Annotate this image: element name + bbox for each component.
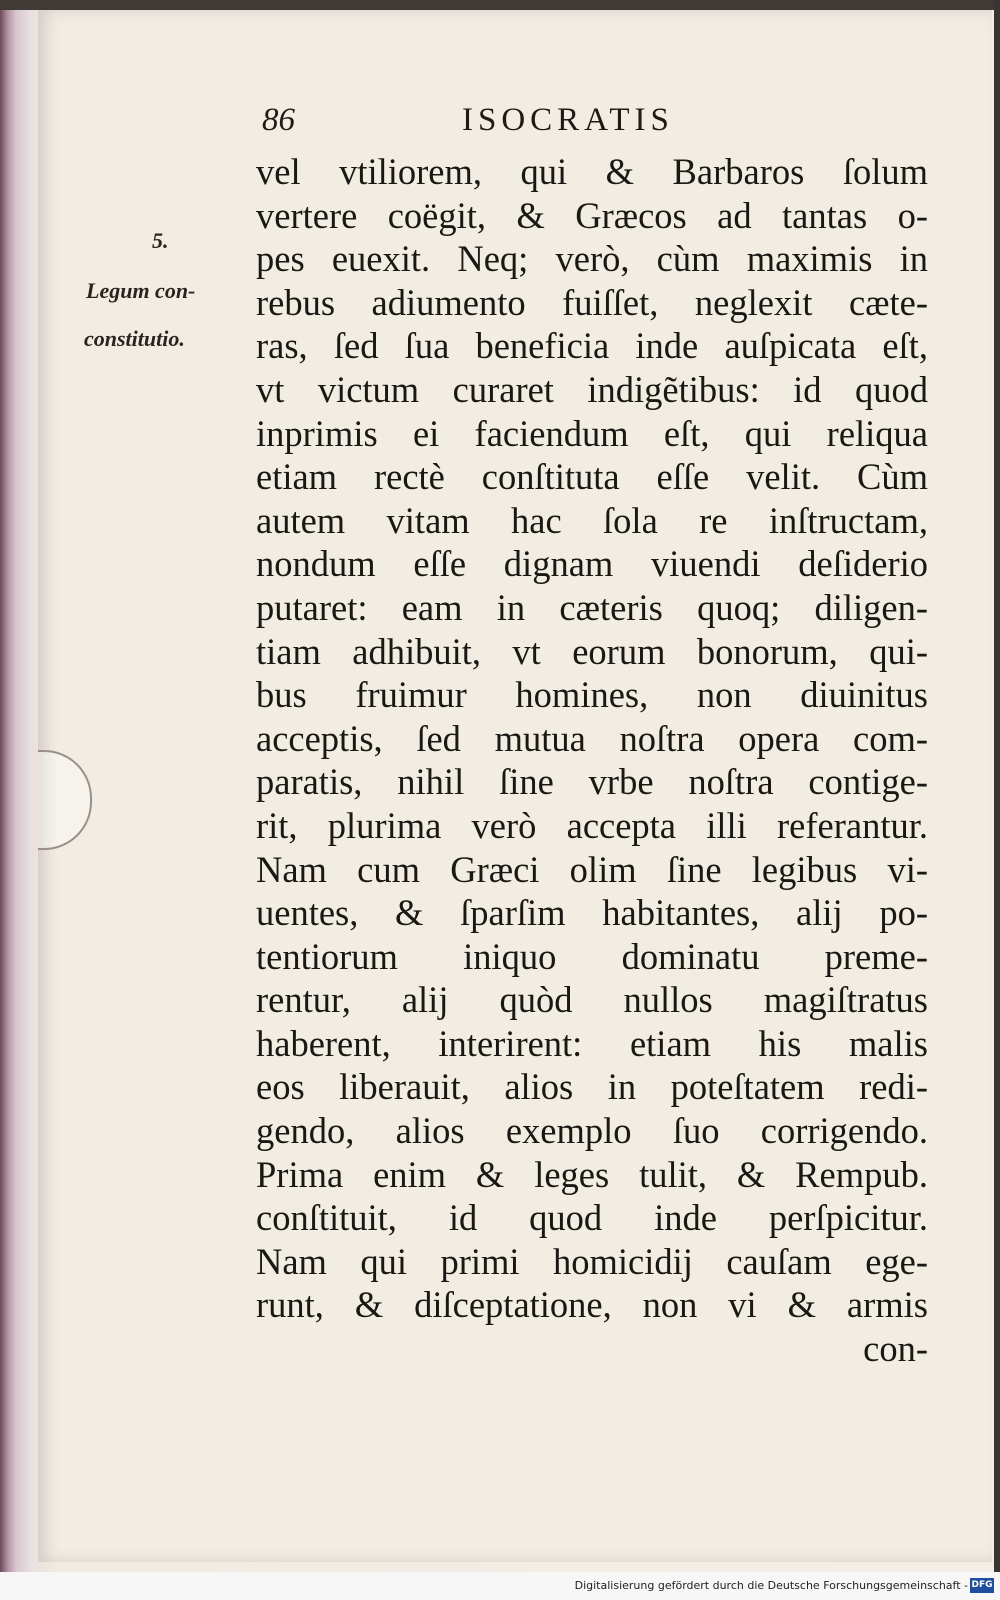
- footer-bar: [0, 1572, 1000, 1600]
- text-line: eos liberauit, alios in poteſtatem redi-: [256, 1066, 928, 1108]
- text-line: rentur, alij quòd nullos magiſtratus: [256, 979, 928, 1021]
- text-line: vel vtiliorem, qui & Barbaros ſolum: [256, 151, 928, 192]
- page-number: 86: [262, 102, 295, 138]
- text-line: paratis, nihil ſine vrbe noſtra contige-: [256, 761, 928, 803]
- text-line: putaret: eam in cæteris quoq; diligen-: [256, 586, 928, 628]
- text-line: tiam adhibuit, vt eorum bonorum, qui-: [256, 630, 928, 672]
- text-line: runt, & diſceptatione, non vi & armis: [256, 1284, 928, 1326]
- margin-note-line1: Legum con-: [86, 278, 196, 303]
- text-line: acceptis, ſed mutua noſtra opera com-: [256, 717, 928, 759]
- footer-credit: Digitalisierung gefördert durch die Deutsche Forschungsgemeinschaft -: [574, 1579, 968, 1592]
- scan-right-edge: [994, 0, 1000, 1572]
- text-line: bus fruimur homines, non diuinitus: [256, 674, 928, 716]
- margin-note-line2: constitutio.: [84, 326, 185, 351]
- text-line: autem vitam hac ſola re inſtructam,: [256, 499, 928, 541]
- text-line: tentiorum iniquo dominatu preme-: [256, 935, 928, 977]
- text-line: pes euexit. Neq; verò, cùm maximis in: [256, 238, 928, 280]
- text-line: Nam qui primi homicidij cauſam ege-: [256, 1240, 928, 1282]
- text-line: uentes, & ſparſim habitantes, alij po-: [256, 892, 928, 934]
- scan-top-edge: [0, 0, 1000, 10]
- text-line: inprimis ei faciendum eſt, qui reliqua: [256, 412, 928, 454]
- text-line: conſtituit, id quod inde perſpicitur.: [256, 1197, 928, 1239]
- text-line: Nam cum Græci olim ſine legibus vi-: [256, 848, 928, 890]
- text-line: gendo, alios exemplo ſuo corrigendo.: [256, 1110, 928, 1152]
- text-line: ras, ſed ſua beneficia inde auſpicata eſt,: [256, 325, 928, 367]
- text-line: haberent, interirent: etiam his malis: [256, 1022, 928, 1064]
- text-line: vertere coëgit, & Græcos ad tantas o-: [256, 194, 928, 236]
- text-line: rebus adiumento fuiſſet, neglexit cæte-: [256, 281, 928, 323]
- running-title: ISOCRATIS: [462, 102, 674, 138]
- dfg-logo: DFG: [970, 1578, 994, 1593]
- body-text: [256, 150, 928, 1371]
- text-line: rit, plurima verò accepta illi referantur.: [256, 804, 928, 846]
- text-line: etiam rectè conſtituta eſſe velit. Cùm: [256, 456, 928, 498]
- text-line: nondum eſſe dignam viuendi deſiderio: [256, 543, 928, 585]
- catchword: con-: [863, 1328, 928, 1370]
- page-clip: [38, 750, 92, 850]
- text-line: Prima enim & leges tulit, & Rempub.: [256, 1153, 928, 1195]
- page-header: [262, 102, 962, 150]
- text-line: vt victum curaret indigẽtibus: id quod: [256, 368, 928, 410]
- margin-section-number: 5.: [152, 228, 169, 253]
